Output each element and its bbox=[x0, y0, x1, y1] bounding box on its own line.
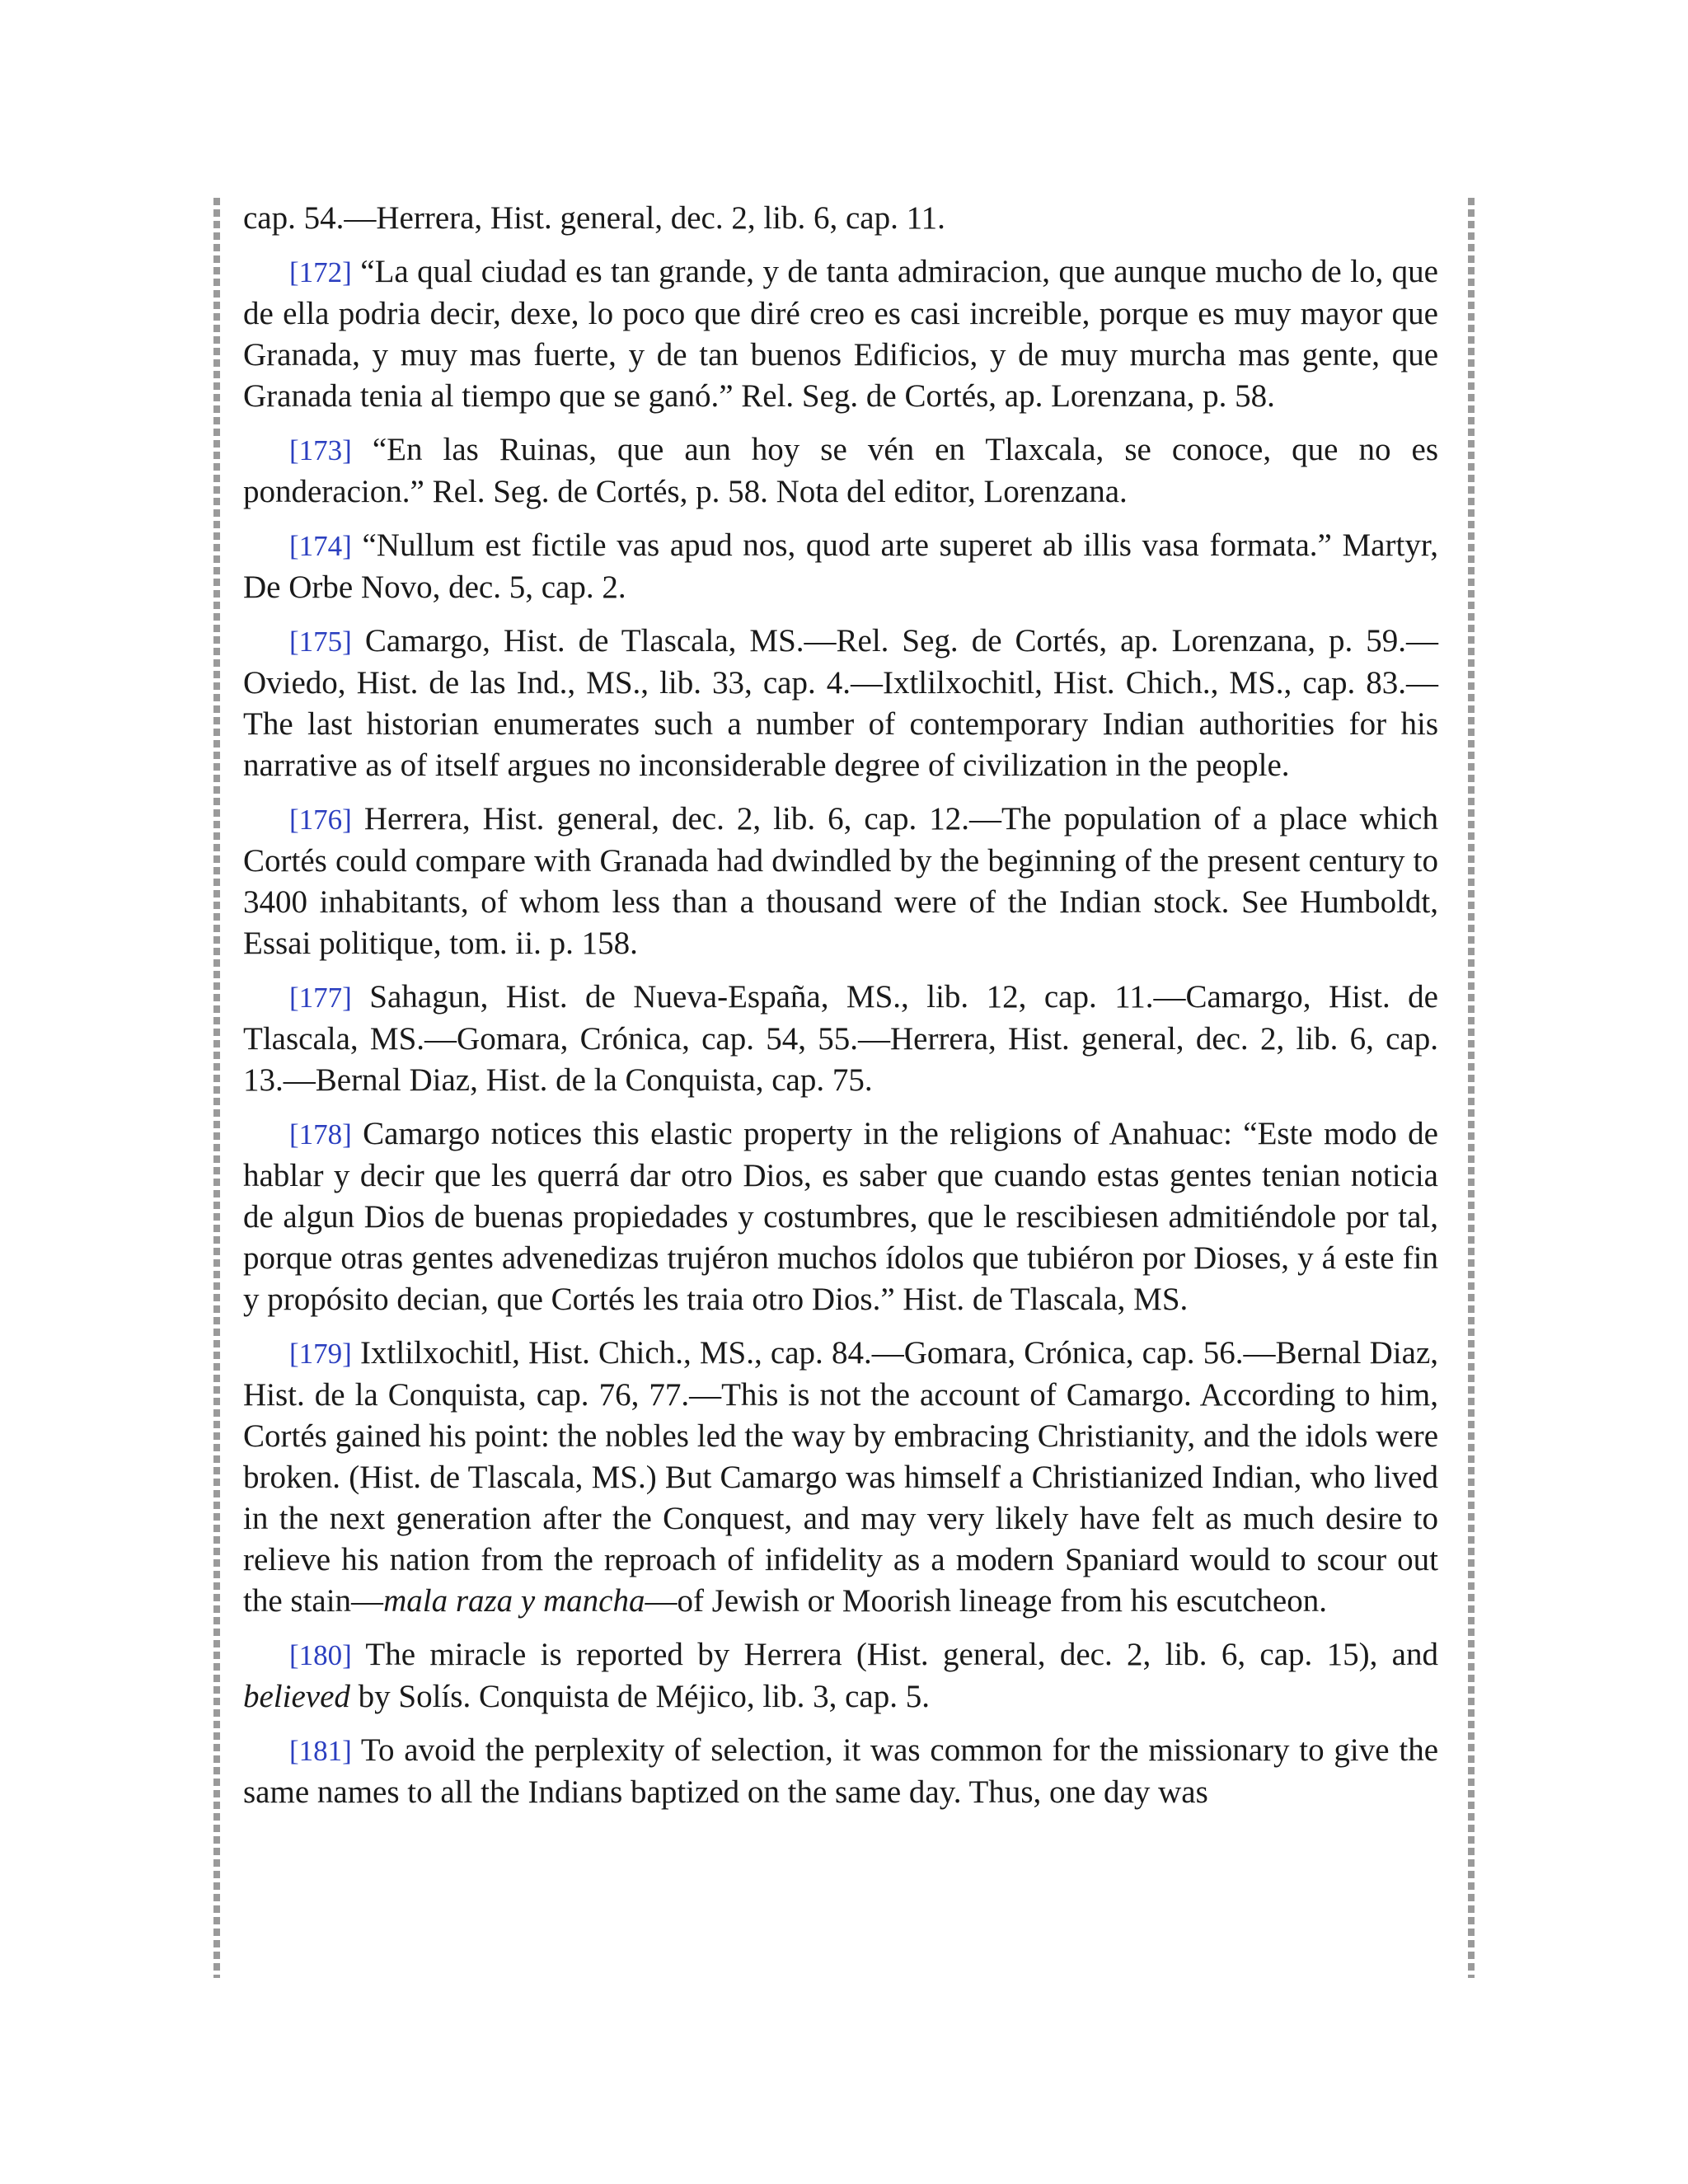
footnote-178 bbox=[243, 1113, 1438, 1320]
footnote-text: “Nullum est fictile vas apud nos, quod arte superet ab illis vasa formata.” Martyr, De Orbe Novo, dec. 5, cap. 2. bbox=[243, 527, 1438, 605]
footnote-ref-175[interactable]: [175] bbox=[289, 626, 352, 658]
continued-footnote-text: cap. 54.—Herrera, Hist. general, dec. 2, lib. 6, cap. 11. bbox=[243, 200, 945, 236]
left-page-border bbox=[213, 198, 220, 1978]
footnote-ref-174[interactable]: [174] bbox=[289, 530, 352, 562]
footnote-ref-179[interactable]: [179] bbox=[289, 1338, 352, 1370]
footnote-text: “La qual ciudad es tan grande, y de tanta admiracion, que aunque mucho de lo, que de ella podria decir, dexe, lo poco que diré creo es casi increible, porque es muy mayor que Granada, y muy mas fuerte, y de tan buenos Edificios, y de muy murcha mas gente, que Granada tenia al tiempo que se ganó.” Rel. Seg. de Cortés, ap. Lorenzana, p. 58. bbox=[243, 254, 1438, 414]
footnote-175 bbox=[243, 621, 1438, 786]
footnote-ref-180[interactable]: [180] bbox=[289, 1639, 352, 1671]
footnote-ref-177[interactable]: [177] bbox=[289, 982, 352, 1014]
footnote-text: “En las Ruinas, que aun hoy se vén en Tlaxcala, se conoce, que no es ponderacion.” Rel. Seg. de Cortés, p. 58. Nota del editor, Lorenzana. bbox=[243, 432, 1438, 509]
footnote-173 bbox=[243, 429, 1438, 513]
footnote-text: Ixtlilxochitl, Hist. Chich., MS., cap. 84.—Gomara, Crónica, cap. 56.—Bernal Diaz, Hist. de la Conquista, cap. 76, 77.—This is not the account of Camargo. According to him, Cortés gained his point: the nobles led the way by embracing Christianity, and the idols were broken. (Hist. de Tlascala, MS.) But Camargo was himself a Christianized Indian, who lived in the next generation after the Conquest, and may very likely have felt as much desire to relieve his nation from the reproach of infidelity as a modern Spaniard would to scour out the stain— bbox=[243, 1335, 1438, 1619]
footnote-ref-173[interactable]: [173] bbox=[289, 434, 352, 466]
footnote-text: Herrera, Hist. general, dec. 2, lib. 6, cap. 12.—The population of a place which Cortés could compare with Granada had dwindled by the beginning of the present century to 3400 inhabitants, of whom less than a thousand were of the Indian stock. See Humboldt, Essai politique, tom. ii. p. 158. bbox=[243, 801, 1438, 961]
footnote-text: Camargo, Hist. de Tlascala, MS.—Rel. Seg. de Cortés, ap. Lorenzana, p. 59.—Oviedo, Hist. de las Ind., MS., lib. 33, cap. 4.—Ixtlilxochitl, Hist. Chich., MS., cap. 83.—The last historian enumerates such a number of contemporary Indian authorities for his narrative as of itself argues no inconsiderable degree of civilization in the people. bbox=[243, 623, 1438, 783]
footnote-text-after: —of Jewish or Moorish lineage from his escutcheon. bbox=[645, 1583, 1327, 1619]
footnote-172 bbox=[243, 251, 1438, 417]
footnote-text: To avoid the perplexity of selection, it was common for the missionary to give the same names to all the Indians baptized on the same day. Thus, one day was bbox=[243, 1732, 1438, 1810]
footnote-text: Camargo notices this elastic property in the religions of Anahuac: “Este modo de hablar y decir que les querrá dar otro Dios, es saber que cuando estas gentes tenian noticia de algun Dios de buenas propiedades y costumbres, que le rescibiesen admitiéndole por tal, porque otras gentes advenedizas trujéron muchos ídolos que tubiéron por Dioses, y á este fin y propósito decian, que Cortés les traia otro Dios.” Hist. de Tlascala, MS. bbox=[243, 1116, 1438, 1317]
footnote-181 bbox=[243, 1730, 1438, 1813]
footnote-180 bbox=[243, 1634, 1438, 1718]
footnote-174 bbox=[243, 525, 1438, 608]
footnote-ref-176[interactable]: [176] bbox=[289, 804, 352, 836]
footnote-text: The miracle is reported by Herrera (Hist. general, dec. 2, lib. 6, cap. 15), and bbox=[351, 1637, 1438, 1672]
footnote-text: Sahagun, Hist. de Nueva-España, MS., lib. 12, cap. 11.—Camargo, Hist. de Tlascala, MS.—Gomara, Crónica, cap. 54, 55.—Herrera, Hist. general, dec. 2, lib. 6, cap. 13.—Bernal Diaz, Hist. de la Conquista, cap. 75. bbox=[243, 979, 1438, 1098]
footnote-italic-text: believed bbox=[243, 1679, 350, 1714]
footnote-ref-181[interactable]: [181] bbox=[289, 1735, 352, 1767]
footnote-text-after: by Solís. Conquista de Méjico, lib. 3, cap. 5. bbox=[349, 1679, 930, 1714]
footnote-179 bbox=[243, 1333, 1438, 1622]
footnotes-column bbox=[243, 198, 1438, 1825]
footnote-176 bbox=[243, 799, 1438, 964]
right-page-border bbox=[1468, 198, 1475, 1978]
footnote-177 bbox=[243, 977, 1438, 1101]
footnote-ref-172[interactable]: [172] bbox=[289, 256, 352, 288]
footnote-italic-text: mala raza y mancha bbox=[383, 1583, 645, 1619]
footnote-ref-178[interactable]: [178] bbox=[289, 1118, 352, 1151]
